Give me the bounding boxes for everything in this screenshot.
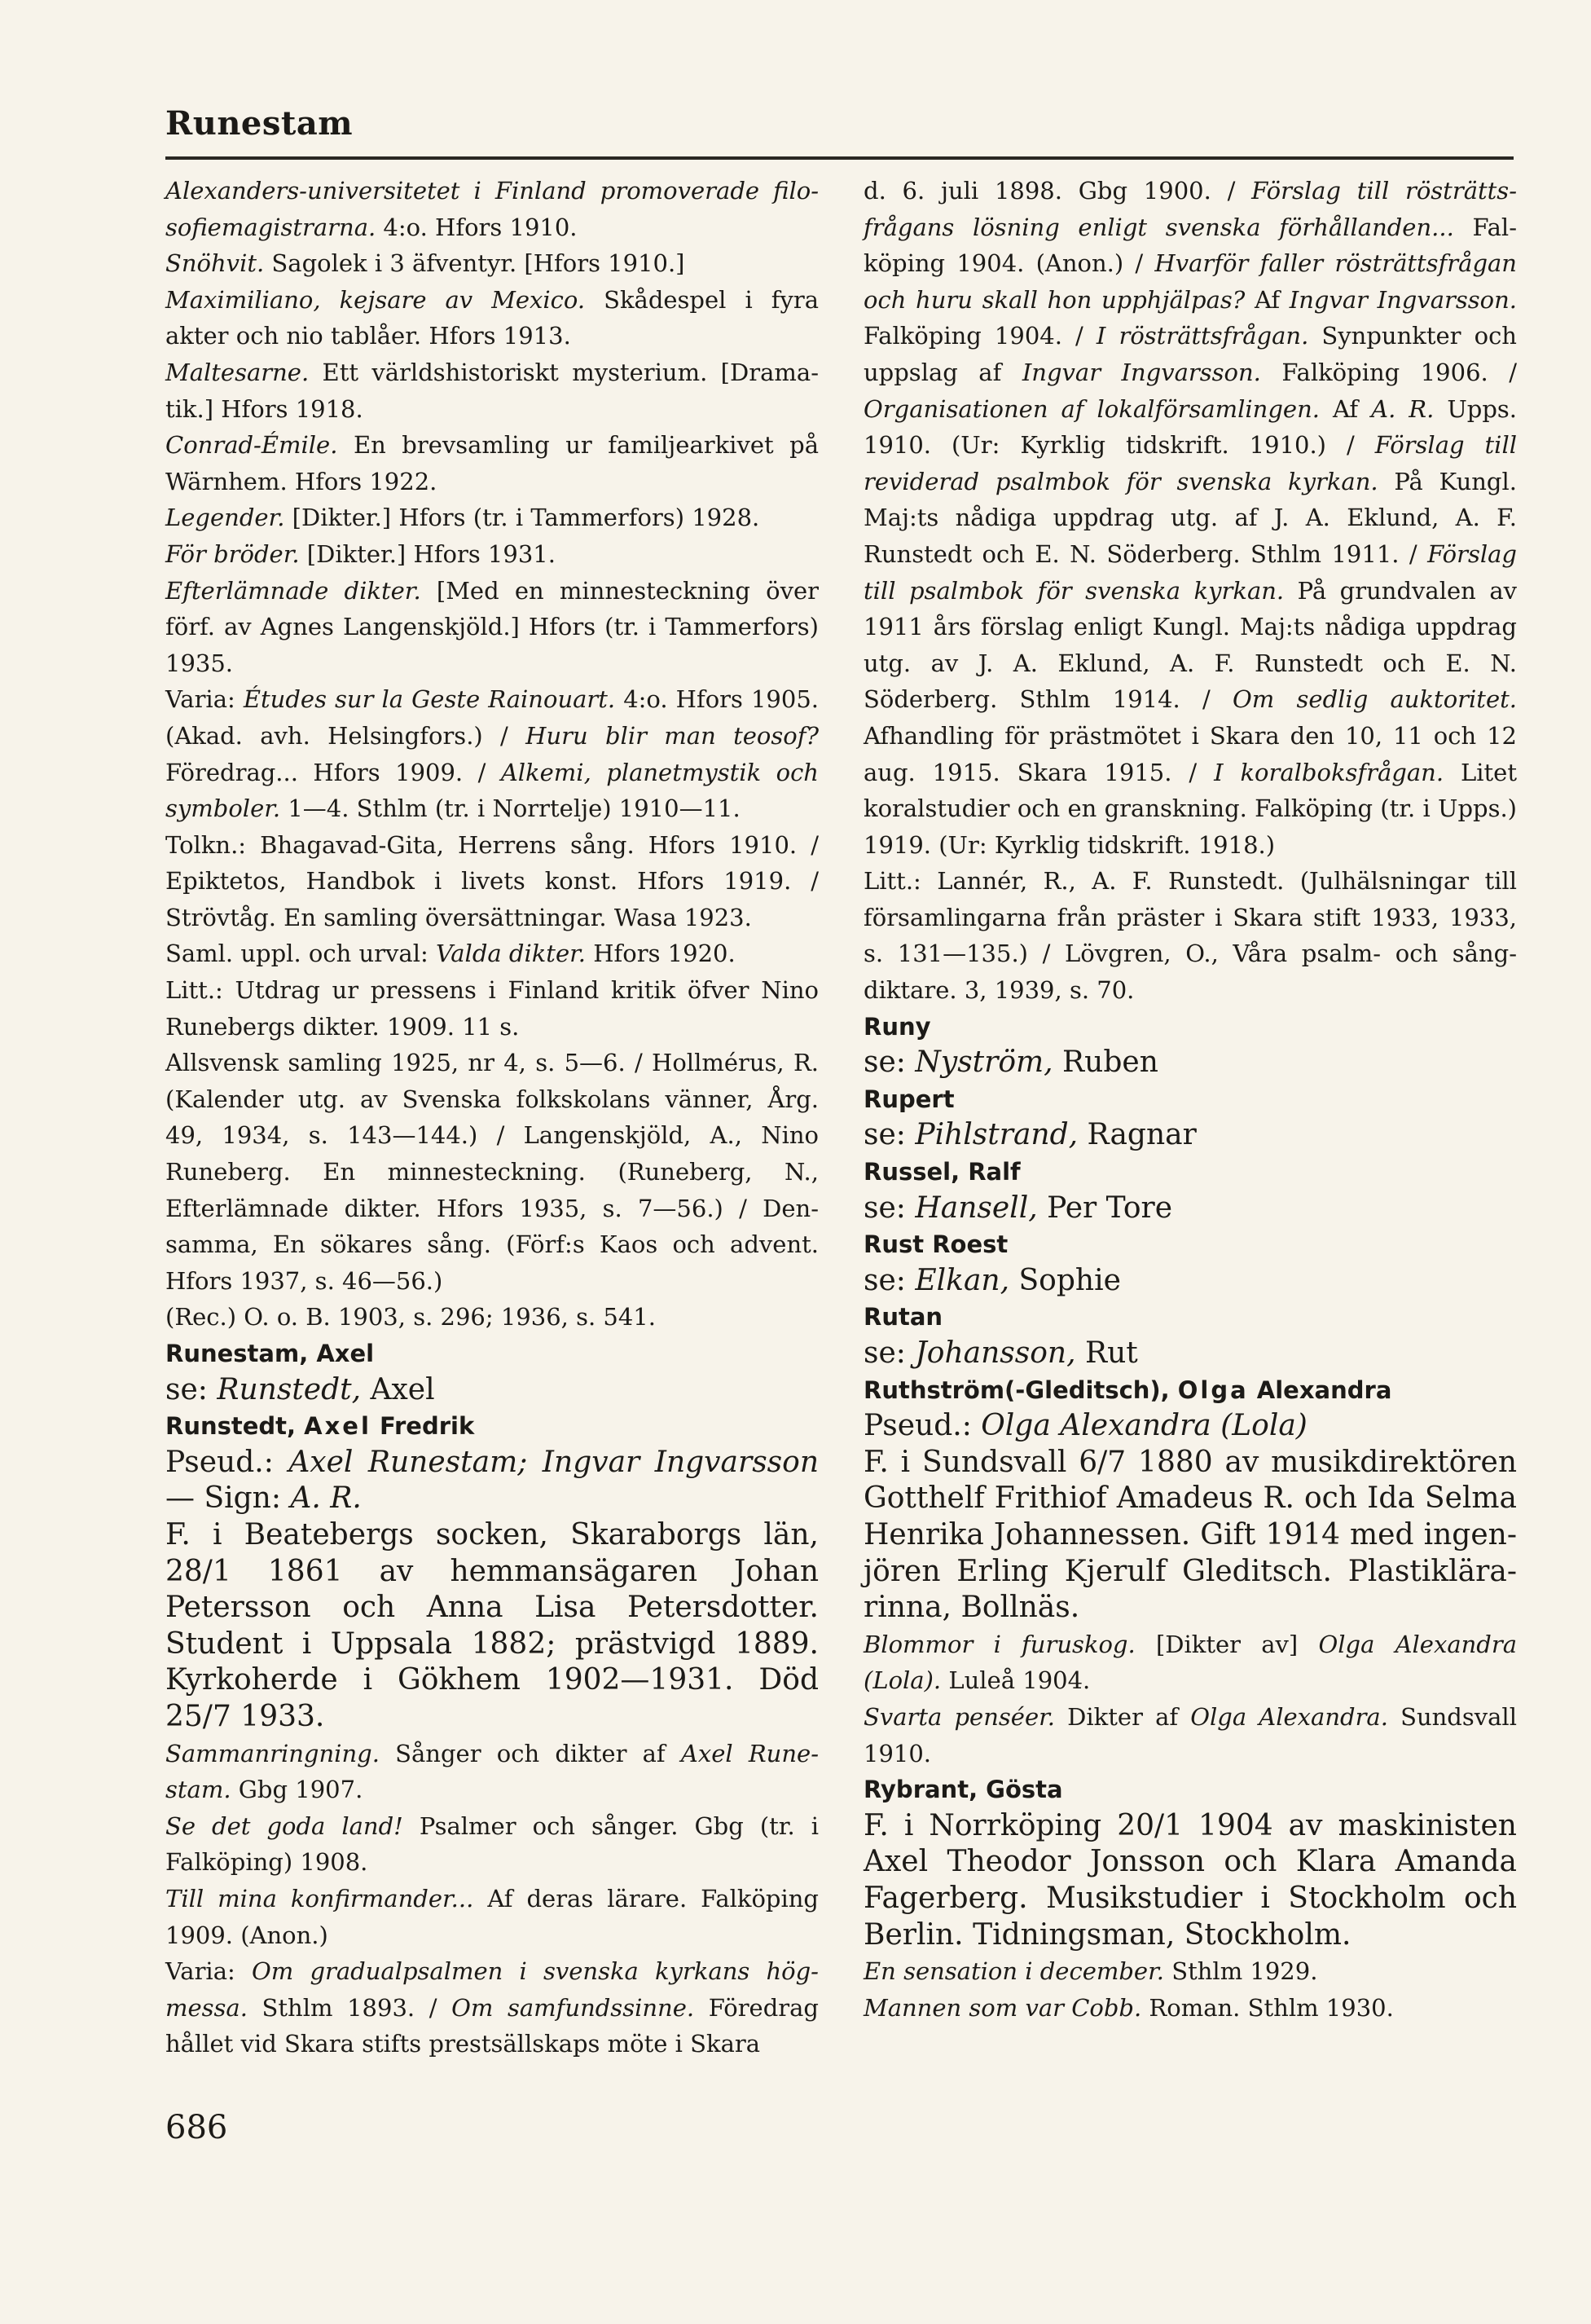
entry-line: För bröder. [Dikter.] Hfors 1931.: [165, 539, 556, 568]
entry-line: Svarta penséer. Dikter af Olga Alexandra. Sundsvall 1910.: [864, 1702, 1517, 1767]
entry-heading: Runstedt, Axel Fredrik: [165, 1412, 475, 1441]
entry-line: Litt.: Lannér, R., A. F. Runstedt. (Julhälsningar till församlingarna från präster i Skara stift 1933, 1933, s. 131—135.) / Lövgren, O., Våra psalm- och sångdiktare. 3, 1939, s. 70.: [864, 867, 1517, 1005]
entry-line: Conrad-Émile. En brevsamling ur familjearkivet på Wärnhem. Hfors 1922.: [165, 431, 819, 495]
entry-line: Litt.: Utdrag ur pressens i Finland kritik öfver Nino Runebergs dikter. 1909. 11 s.: [165, 976, 819, 1041]
page-number: 686: [165, 2109, 228, 2146]
entry-line: Till mina konfirmander... Af deras lärare. Falköping 1909. (Anon.): [165, 1884, 819, 1949]
entry-heading: Rust Roest: [864, 1230, 1009, 1259]
biography: F. i Norrköping 20/1 1904 av maskinisten Axel Theodor Jonsson och Klara Amanda Fagerberg. Musikstudier i Stockholm och Berlin. Tidningsman, Stockholm.: [864, 1808, 1517, 1952]
entry-line: (Rec.) O. o. B. 1903, s. 296; 1936, s. 541.: [165, 1303, 656, 1331]
left-column: [165, 173, 819, 2062]
entry-line: En sensation i december. Sthlm 1929.: [864, 1957, 1318, 1986]
running-header: Runestam: [165, 104, 354, 143]
entry-heading: Rutan: [864, 1303, 943, 1331]
entry-line: Alexanders-universitetet i Finland promoverade filosofiemagistrarna. 4:o. Hfors 1910.: [165, 177, 819, 241]
entry-heading: Ruthström(-Gleditsch), Olga Alexandra: [864, 1375, 1392, 1404]
entry-line: Saml. uppl. och urval: Valda dikter. Hfors 1920.: [165, 940, 736, 968]
biography: F. i Beatebergs socken, Skaraborgs län, 28/1 1861 av hemmansägaren Johan Petersson och Anna Lisa Petersdotter. Student i Uppsala 1882; prästvigd 1889. Kyrkoherde i Gökhem 1902—1931. Död 25/7 1933.: [165, 1517, 819, 1733]
entry-line: Se det goda land! Psalmer och sånger. Gbg (tr. i Falköping) 1908.: [165, 1811, 820, 1877]
see-reference: se: Elkan, Sophie: [864, 1263, 1121, 1297]
entry-heading: Runestam, Axel: [165, 1340, 375, 1367]
entry-line: Mannen som var Cobb. Roman. Sthlm 1930.: [864, 1993, 1394, 2022]
entry-heading: Runy: [864, 1012, 931, 1041]
entry-line: Maximiliano, kejsare av Mexico. Skådespel i fyra akter och nio tablåer. Hfors 1913.: [165, 285, 819, 350]
see-reference: se: Nyström, Ruben: [864, 1045, 1158, 1080]
entry-line: Tolkn.: Bhagavad-Gita, Herrens sång. Hfors 1910. / Epiktetos, Handbok i livets konst. Hfors 1919. / Strövtåg. En samling översättningar. Wasa 1923.: [165, 830, 819, 931]
entry-line: Snöhvit. Sagolek i 3 äfventyr. [Hfors 1910.]: [165, 249, 685, 278]
see-reference: se: Hansell, Per Tore: [864, 1191, 1173, 1225]
entry-line: Blommor i furuskog. [Dikter av] Olga Alexandra (Lola). Luleå 1904.: [864, 1630, 1518, 1695]
entry-heading: Russel, Ralf: [864, 1158, 1021, 1186]
entry-heading: Rupert: [864, 1085, 955, 1113]
entry-line: Sammanringning. Sånger och dikter af Axel Runestam. Gbg 1907.: [165, 1739, 819, 1804]
entry-line: Maltesarne. Ett världshistoriskt mysterium. [Dramatik.] Hfors 1918.: [165, 358, 819, 423]
see-reference: se: Johansson, Rut: [864, 1336, 1138, 1370]
see-reference: se: Pihlstrand, Ragnar: [864, 1118, 1197, 1152]
entry-line: Varia: Om gradualpsalmen i svenska kyrkans högmessa. Sthlm 1893. / Om samfundssinne. Föredrag hållet vid Skara stifts prestsällskaps möte i Skara: [165, 1957, 819, 2058]
header-rule: [165, 156, 1514, 160]
entry-line: Allsvensk samling 1925, nr 4, s. 5—6. / Hollmérus, R. (Kalender utg. av Svenska folkskolans vänner, Årg. 49, 1934, s. 143—144.) / Langenskjöld, A., Nino Runeberg. En minnesteckning. (Runeberg, N., Efterlämnade dikter. Hfors 1935, s. 7—56.) / Densamma, En sökares sång. (Förf:s Kaos och advent. Hfors 1937, s. 46—56.): [165, 1049, 819, 1295]
see-reference: se: Runstedt, Axel: [165, 1372, 435, 1406]
entry-line: Legender. [Dikter.] Hfors (tr. i Tammerfors) 1928.: [165, 504, 760, 532]
entry-line: Varia: Études sur la Geste Rainouart. 4:o. Hfors 1905. (Akad. avh. Helsingfors.) / Huru blir man teosof? Föredrag... Hfors 1909. / Alkemi, planetmystik och symboler. 1—4. Sthlm (tr. i Norrtelje) 1910—11.: [165, 685, 819, 823]
right-column: [864, 173, 1517, 2026]
pseudonym-line: Pseud.: Olga Alexandra (Lola): [864, 1409, 1308, 1443]
entry-line: d. 6. juli 1898. Gbg 1900. / Förslag till rösträttsfrågans lösning enligt svenska förhållanden... Falköping 1904. (Anon.) / Hvarför faller rösträttsfrågan och huru skall hon upphjälpas? Af Ingvar Ingvarsson. Falköping 1904. / I rösträttsfrågan. Synpunkter och uppslag af Ingvar Ingvarsson. Falköping 1906. / Organisationen af lokalförsamlingen. Af A. R. Upps. 1910. (Ur: Kyrklig tidskrift. 1910.) / Förslag till reviderad psalmbok för svenska kyrkan. På Kungl. Maj:ts nådiga uppdrag utg. af J. A. Eklund, A. F. Runstedt och E. N. Söderberg. Sthlm 1911. / Förslag till psalmbok för svenska kyrkan. På grundvalen av 1911 års förslag enligt Kungl. Maj:ts nådiga uppdrag utg. av J. A. Eklund, A. F. Runstedt och E. N. Söderberg. Sthlm 1914. / Om sedlig auktoritet. Afhandling för prästmötet i Skara den 10, 11 och 12 aug. 1915. Skara 1915. / I koralboksfrågan. Litet koralstudier och en granskning. Falköping (tr. i Upps.) 1919. (Ur: Kyrklig tidskrift. 1918.): [864, 177, 1518, 859]
biography: F. i Sundsvall 6/7 1880 av musikdirektören Gotthelf Frithiof Amadeus R. och Ida Selma Henrika Johannessen. Gift 1914 med ingenjören Erling Kjerulf Gleditsch. Plastiklärarinna, Bollnäs.: [864, 1445, 1517, 1625]
entry-heading: Rybrant, Gösta: [864, 1776, 1063, 1804]
pseudonym-line: Pseud.: Axel Runestam; Ingvar Ingvarsson — Sign: A. R.: [165, 1445, 820, 1516]
entry-line: Efterlämnade dikter. [Med en minnesteckning över förf. av Agnes Langenskjöld.] Hfors (tr. i Tammerfors) 1935.: [165, 576, 819, 677]
